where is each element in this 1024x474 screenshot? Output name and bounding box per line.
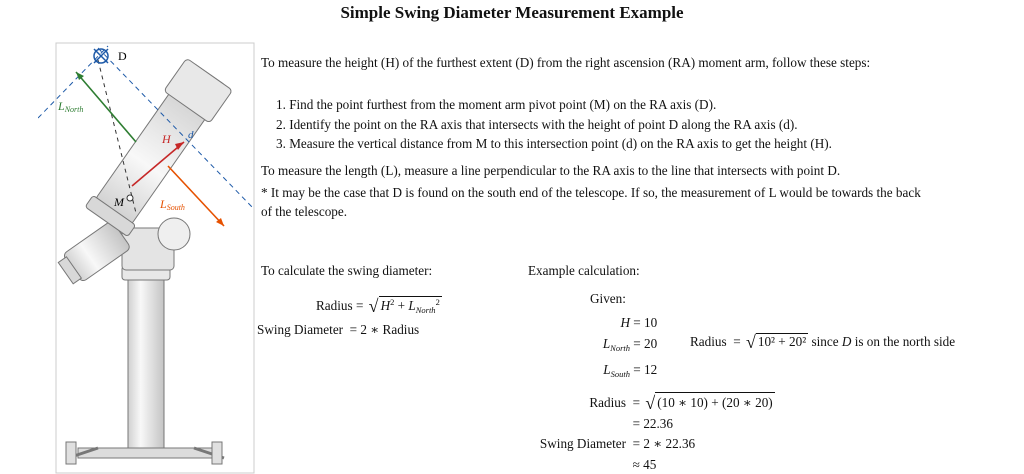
label-m: M [114, 195, 124, 209]
note-paragraph: * It may be the case that D is found on the south end of the telescope. If so, the measurement of L would be towards the back of the telescope. [261, 185, 921, 219]
label-h: H [162, 132, 171, 146]
given-label: Given: [590, 291, 626, 306]
given-row-lnorth: $L_{North} = 20$ [602, 336, 658, 353]
tripod-foot-right [212, 442, 222, 464]
intro-paragraph: To measure the height (H) of the furthest extent (D) from the right ascension (RA) moment arm, follow these steps: [261, 55, 871, 70]
given-values [560, 312, 657, 385]
example-calculation: Radius = √ (10 ∗ 10) + (20 ∗ 20) = 22.36 Swing Diameter = 2 ∗ 22.36 ≈ 45 [539, 393, 773, 472]
radius-formula: Radius = √ $H^2 + L_{North}^2$ [316, 296, 440, 316]
pier-column [128, 276, 164, 448]
label-l-north: LNorth [58, 99, 84, 114]
label-d-small: d [188, 129, 194, 141]
example-heading: Example calculation: [528, 263, 640, 278]
steps-list [276, 95, 832, 154]
given-row-lsouth: $L_{South} = 12$ [603, 362, 658, 379]
telescope-drawing [38, 38, 258, 474]
formula-heading: To calculate the swing diameter: [261, 263, 433, 278]
tripod-base [78, 448, 214, 458]
tripod-foot-left [66, 442, 76, 464]
label-l-south: LSouth [160, 197, 185, 212]
swing-formula: Swing Diameter = 2 ∗ Radius [257, 322, 420, 337]
length-paragraph: To measure the length (L), measure a line perpendicular to the RA axis to the line that intersects with point D. [261, 163, 841, 178]
step-item: 2. Identify the point on the RA axis that intersects with the height of point D along the RA axis (d). [276, 116, 798, 132]
point-m-marker [127, 195, 133, 201]
page-title: Simple Swing Diameter Measurement Example [340, 3, 684, 22]
mount-knob [158, 218, 190, 250]
given-row-h: H = 10 [620, 315, 658, 330]
telescope-diagram [38, 38, 258, 474]
step-item: 3. Measure the vertical distance from M to this intersection point (d) on the RA axis to get the height (H). [276, 136, 832, 151]
step-item: 1. Find the point furthest from the moment arm pivot point (M) on the RA axis (D). [276, 97, 717, 112]
label-d-top: D [118, 49, 127, 63]
l-north-line [76, 72, 136, 142]
l-south-line [168, 166, 224, 226]
example-radius-line: Radius = √ 10² + 20² since D is on the north side [690, 332, 956, 352]
